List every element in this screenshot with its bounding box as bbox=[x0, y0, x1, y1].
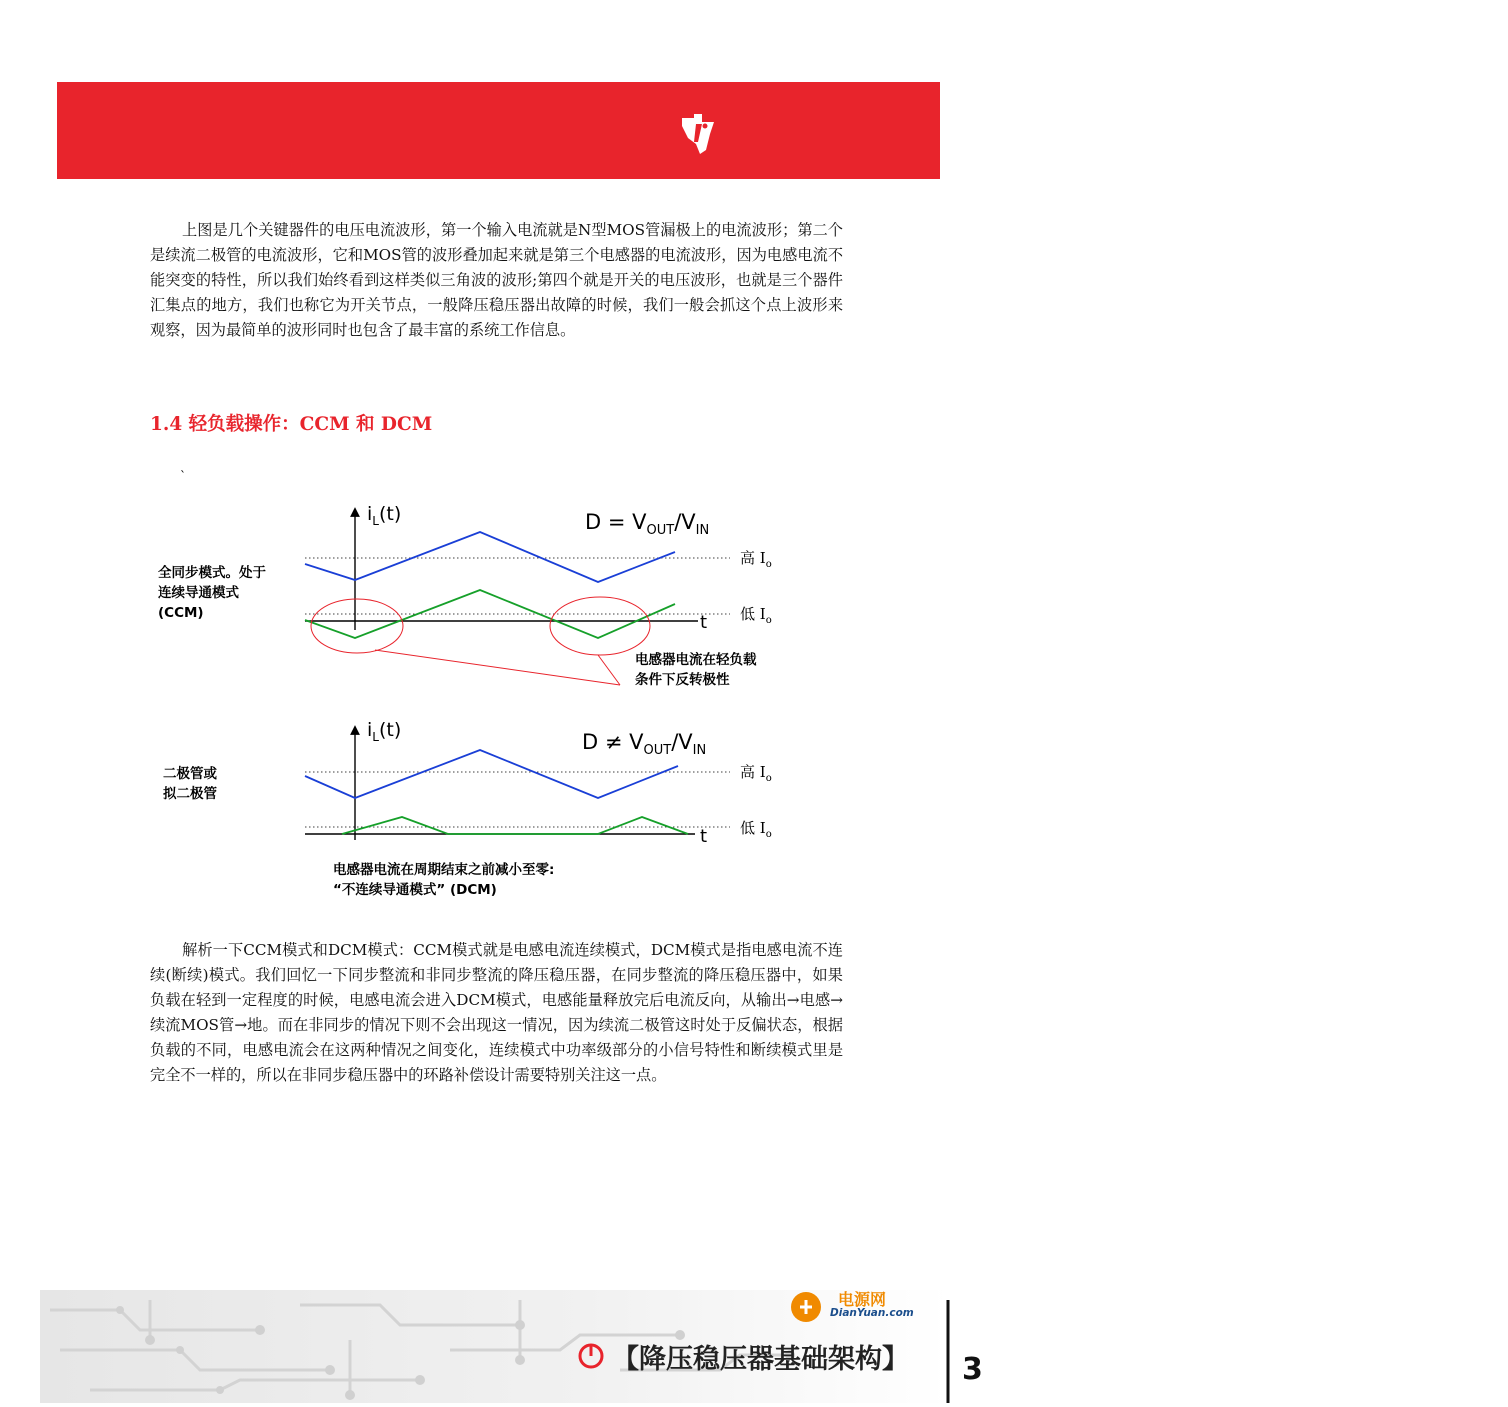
ccm-duty-equation: $D = V_{OUT}/V_{IN}$ bbox=[585, 510, 710, 539]
analysis-paragraph bbox=[150, 938, 843, 1088]
dianyuan-site-url: DianYuan.com bbox=[830, 1307, 914, 1319]
dcm-caption-line1: 电感器电流在周期结束之前减小至零: bbox=[333, 862, 555, 878]
dcm-caption-line2: “不连续导通模式” (DCM) bbox=[333, 882, 497, 898]
texas-instruments-logo bbox=[680, 112, 1508, 156]
dianyuan-site-name: 电源网 bbox=[838, 1290, 887, 1309]
ccm-mode-label-line3: (CCM) bbox=[158, 605, 204, 621]
ccm-y-axis-label: $i_L(t)$ bbox=[367, 503, 402, 528]
ccm-reversal-highlight-left bbox=[311, 599, 403, 653]
page-number: 3 bbox=[962, 1352, 983, 1387]
section-title: 1.4 轻负载操作：CCM 和 DCM bbox=[150, 414, 433, 435]
ccm-x-axis-label: t bbox=[700, 612, 708, 633]
stray-mark: ` bbox=[180, 469, 186, 483]
dcm-low-load-waveform bbox=[342, 817, 688, 834]
footer-document-title: 【降压稳压器基础架构】 bbox=[612, 1344, 909, 1375]
ti-brand-line1: TEXAS bbox=[1402, 118, 1450, 134]
callout-text-line2: 条件下反转极性 bbox=[635, 672, 730, 688]
dcm-duty-equation: $D \ne V_{OUT}/V_{IN}$ bbox=[582, 730, 707, 759]
callout-text-line1: 电感器电流在轻负载 bbox=[635, 652, 757, 668]
ccm-high-io-label: 高 $I_o$ bbox=[740, 549, 772, 570]
dcm-mode-label-line1: 二极管或 bbox=[163, 766, 217, 782]
ti-state-icon bbox=[680, 112, 720, 156]
ccm-low-io-label: 低 $I_o$ bbox=[740, 605, 772, 626]
callout-pointer-right bbox=[598, 655, 620, 685]
ccm-reversal-highlight-right bbox=[550, 597, 650, 655]
dcm-y-axis-label: $i_L(t)$ bbox=[367, 719, 402, 744]
dcm-mode-label-line2: 拟二极管 bbox=[163, 786, 217, 802]
ccm-dcm-figure bbox=[150, 469, 850, 900]
ti-brand-line2: INSTRUMENTS bbox=[1402, 136, 1508, 152]
callout-pointer-left bbox=[375, 650, 620, 685]
analysis-paragraph-text: 解析一下CCM模式和DCM模式：CCM模式就是电感电流连续模式，DCM模式是指电感电流不连续(断续)模式。我们回忆一下同步整流和非同步整流的降压稳压器，在同步整流的降压稳压器中，如果负载在轻到一定程度的时候，电感电流会进入DCM模式，电感能量释放完后电流反向，从输出→电感→续流MOS管→地。而在非同步的情况下则不会出现这一情况，因为续流二极管这时处于反偏状态，根据负载的不同，电感电流会在这两种情况之间变化，连续模式中功率级部分的小信号特性和断续模式里是完全不一样的，所以在非同步稳压器中的环路补偿设计需要特别关注这一点。 bbox=[150, 941, 843, 1084]
ccm-mode-label-line1: 全同步模式。处于 bbox=[158, 565, 266, 581]
dcm-x-axis-label: t bbox=[700, 826, 708, 847]
dcm-high-io-label: 高 $I_o$ bbox=[740, 763, 772, 784]
dcm-low-io-label: 低 $I_o$ bbox=[740, 819, 772, 840]
intro-paragraph-text: 上图是几个关键器件的电压电流波形，第一个输入电流就是N型MOS管漏极上的电流波形；第二个是续流二极管的电流波形，它和MOS管的波形叠加起来就是第三个电感器的电流波形，因为电感电流不能突变的特性，所以我们始终看到这样类似三角波的波形;第四个就是开关的电压波形，也就是三个器件汇集点的地方，我们也称它为开关节点，一般降压稳压器出故障的时候，我们一般会抓这个点上波形来观察，因为最简单的波形同时也包含了最丰富的系统工作信息。 bbox=[150, 221, 843, 339]
intro-paragraph bbox=[150, 218, 843, 343]
ccm-mode-label-line2: 连续导通模式 bbox=[158, 585, 239, 601]
